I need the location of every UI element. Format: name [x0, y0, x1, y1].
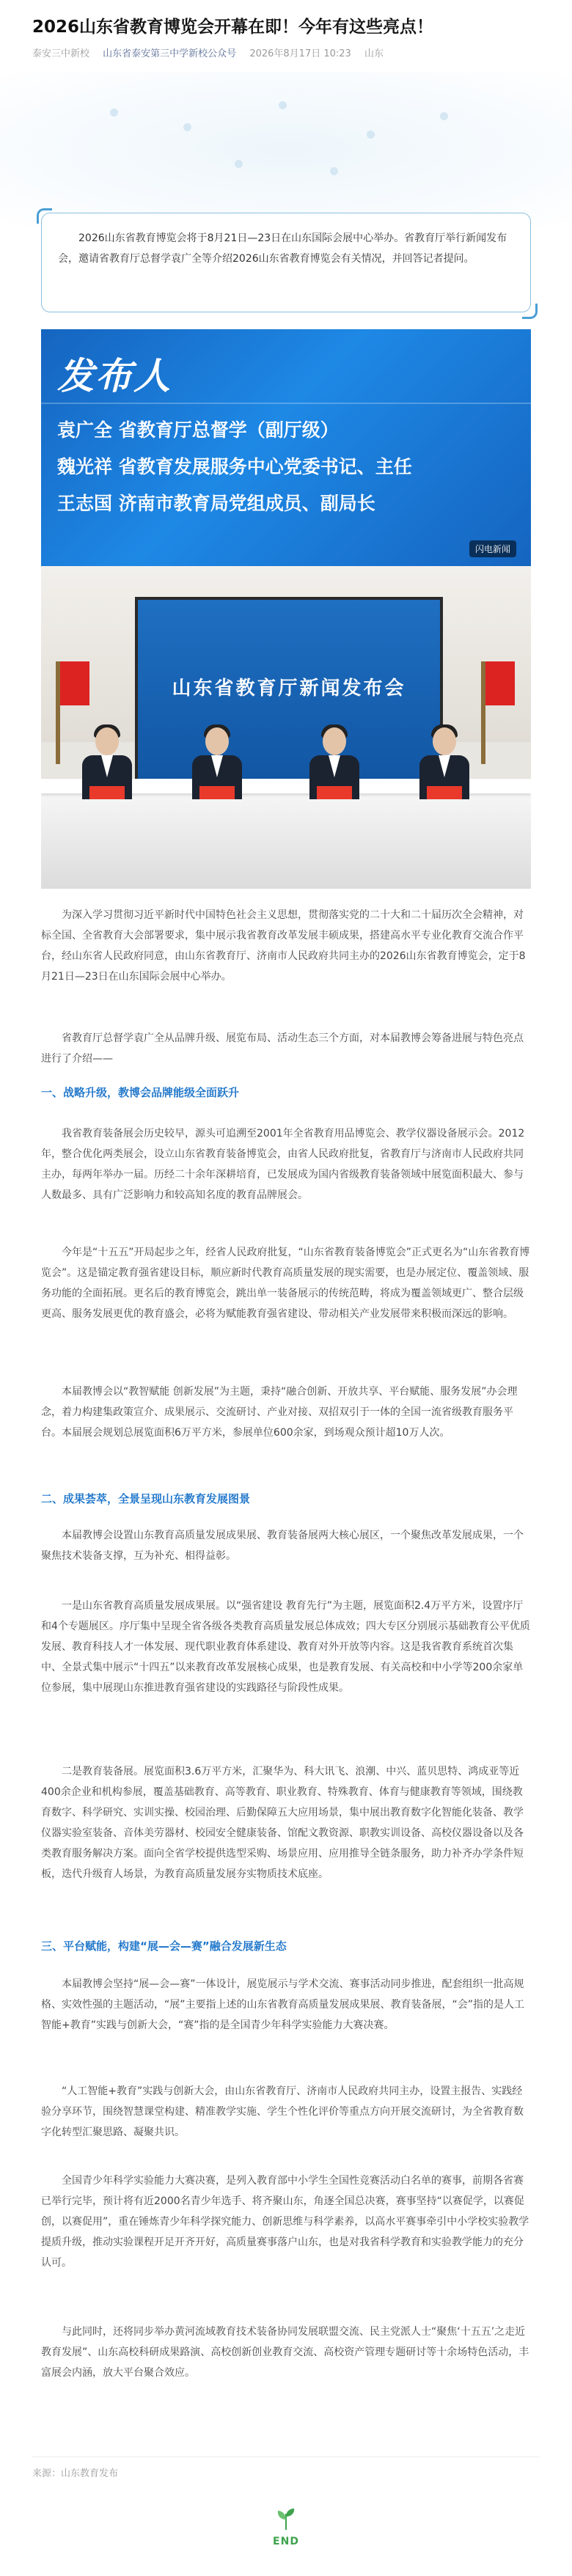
speaker-figure — [188, 727, 246, 793]
body-paragraph: “人工智能+教育”实践与创新大会，由山东省教育厅、济南市人民政府共同主办，设置主报告、实践经验分享环节，围绕智慧课堂构建、精准教学实施、学生个性化评价等重点方向开展交流研讨，为全省教育数字化转型汇聚思路、凝聚共识。 — [41, 2085, 524, 2138]
body-paragraph: 二是教育装备展。展览面积3.6万平方米，汇聚华为、科大讯飞、浪潮、中兴、蓝贝思特、鸿成亚等近400余企业和机构参展，覆盖基础教育、高等教育、职业教育、特殊教育、体育与健康教育等领域，围绕教育数字、科学研究、实训实操、校园治理、后勤保障五大应用场景，集中展出教育数字化智能化装备、教学仪器实验室装备、音体美劳器材、校园安全健康装备、馆配文教资源、职教实训设备、高校仪器设备以及各类教育服务解决方案。面向全省学校提供选型采购、场景应用、应用推导全链条服务，助力补齐办学条件短板，迭代升级育人场景，为教育高质量发展夯实物质技术底座。 — [41, 1766, 524, 1880]
nameplate — [427, 786, 462, 799]
banner-speaker-3: 王志国 济南市教育局党组成员、副局长 — [57, 493, 375, 514]
news-logo: 闪电新闻 — [469, 540, 516, 557]
speaker-figure — [305, 727, 364, 793]
meta-author: 泰安三中新校 — [32, 48, 90, 59]
body-paragraph: 为深入学习贯彻习近平新时代中国特色社会主义思想，贯彻落实党的二十大和二十届历次全会精神，对标全国、全省教育大会部署要求，集中展示我省教育改革发展丰硕成果，搭建高水平专业化教育交流合作平台，经山东省人民政府同意，由山东省教育厅、济南市人民政府共同主办的2026山东省教育博览会，定于8月21日—23日在山东国际会展中心举办。 — [41, 909, 526, 983]
banner-speaker-2: 魏光祥 省教育发展服务中心党委书记、主任 — [57, 456, 412, 477]
body-paragraph: 今年是“十五五”开局起步之年，经省人民政府批复，“山东省教育装备博览会”正式更名为“山东省教育博览会”。这是锚定教育强省建设目标，顺应新时代教育高质量发展的现实需要，也是办展定位、覆盖领域、服务功能的全面拓展。更名后的教育博览会，跳出单一装备展示的传统范畴，将成为覆盖领域更广、整合层级更高、服务发展更优的教育盛会，必将为赋能教育强省建设、带动相关产业发展带来积极而深远的影响。 — [41, 1247, 530, 1320]
body-paragraph: 一是山东省教育高质量发展成果展。以“强省建设 教育先行”为主题，展览面积2.4万平方米，设置序厅和4个专题展区。序厅集中呈现全省各级各类教育高质量发展总体成效；四大专区分别展示基础教育公平优质发展、教育科技人才一体发展、现代职业教育体系建设、教育对外开放等内容。这是我省教育系统首次集中、全景式集中展示“十四五”以来教育改革发展核心成果，也是教育发展、有关高校和中小学等200余家单位参展，集中展现山东推进教育强省建设的实践路径与阶段性成果。 — [41, 1600, 530, 1694]
intro-callout — [41, 213, 531, 312]
body-paragraph: 本届教博会坚持“展—会—赛”一体设计，展览展示与学术交流、赛事活动同步推进，配套组织一批高规格、实效性强的主题活动，“展”主要指上述的山东省教育高质量发展成果展、教育装备展，“会”指的是人工智能+教育”实践与创新大会，“赛”指的是全国青少年科学实验能力大赛决赛。 — [41, 1978, 525, 2031]
decor-dot — [330, 167, 338, 175]
end-marker — [0, 2508, 572, 2566]
banner-heading: 发布人 — [57, 355, 172, 397]
callout-corner — [37, 208, 52, 224]
intro-callout-text: 2026山东省教育博览会将于8月21日—23日在山东国际会展中心举办。省教育厅举行新闻发布会，邀请省教育厅总督学袁广全等介绍2026山东省教育博览会有关情况，并回答记者提问。 — [58, 232, 507, 265]
body-paragraph: 与此同时，还将同步举办黄河流域教育技术装备协同发展联盟交流、民主党派人士“聚焦‘十五五’之走近教育发展”、山东高校科研成果路演、高校创新创业教育交流、高校资产管理专题研讨等十余场特色活动，丰富展会内涵，放大平台聚合效应。 — [41, 2326, 529, 2379]
divider — [32, 2456, 540, 2457]
banner-stripe — [41, 403, 531, 404]
body-paragraph: 本届教博会以“教智赋能 创新发展”为主题，秉持“融合创新、开放共享、平台赋能、服务发展”办会理念，着力构建集政策宣介、成果展示、交流研讨、产业对接、双招双引于一体的全国一流省级教育服务平台。本届展会规划总展览面积6万平方米，参展单位600余家，到场观众预计超10万人次。 — [41, 1386, 518, 1439]
decor-dot — [367, 131, 375, 139]
speaker-figure — [415, 727, 474, 793]
section-heading-3: 三、平台赋能，构建“展—会—赛”融合发展新生态 — [41, 1940, 287, 1953]
nameplate — [199, 786, 235, 799]
decor-dot — [440, 112, 448, 120]
body-paragraph: 本届教博会设置山东教育高质量发展成果展、教育装备展两大核心展区，一个聚焦改革发展成果，一个聚焦技术装备支撑，互为补充、相得益彰。 — [41, 1530, 524, 1562]
nameplate — [89, 786, 125, 799]
flag-icon — [60, 661, 89, 705]
banner-speaker-1: 袁广全 省教育厅总督学（副厅级） — [57, 419, 339, 441]
article-title: 2026山东省教育博览会开幕在即！今年有这些亮点！ — [32, 18, 434, 37]
body-paragraph: 全国青少年科学实验能力大赛决赛，是列入教育部中小学生全国性竞赛活动白名单的赛事，前期各省赛已举行完毕，预计将有近2000名青少年选手、将齐聚山东，角逐全国总决赛，赛事坚持“以赛促学，以赛促创，以赛促用”，重在锤炼青少年科学探究能力、创新思维与科学素养，以高水平赛事牵引中小学校实验教学提质升级，推动实验课程开足开齐开好，高质量赛事落户山东，也是对我省科学教育和实验教学能力的充分认可。 — [41, 2175, 529, 2269]
backdrop-screen — [135, 597, 443, 786]
nameplate — [317, 786, 352, 799]
press-conference-photo — [41, 566, 531, 889]
meta-account-link[interactable]: 山东省泰安第三中学新校公众号 — [103, 48, 237, 59]
decor-dot — [183, 123, 191, 131]
speakers-banner — [41, 329, 531, 566]
callout-corner — [522, 304, 538, 319]
body-paragraph: 省教育厅总督学袁广全从品牌升级、展览布局、活动生态三个方面，对本届教博会筹备进展与特色亮点进行了介绍—— — [41, 1032, 524, 1065]
section-heading-2: 二、成果荟萃，全景呈现山东教育发展图景 — [41, 1492, 251, 1505]
body-paragraph: 我省教育装备展会历史较早，源头可追溯至2001年全省教育用品博览会、教学仪器设备展示会。2012年，整合优化两类展会，设立山东省教育装备博览会，由省人民政府批复，省教育厅与济南市人民政府共同主办，每两年举办一届。历经二十余年深耕培育，已发展成为国内省级教育装备领域中展览面积最大、参与人数最多、具有广泛影响力和较高知名度的教育品牌展会。 — [41, 1128, 525, 1201]
article-meta — [32, 45, 394, 59]
conference-desk — [41, 786, 531, 889]
end-label: END — [273, 2536, 299, 2547]
source-note: 来源：山东教育发布 — [32, 2468, 119, 2479]
decor-dot — [279, 101, 287, 109]
screen-caption: 山东省教育厅新闻发布会 — [172, 678, 406, 700]
decor-dot — [235, 160, 243, 168]
hero-background — [0, 72, 572, 226]
decor-dot — [110, 109, 118, 117]
meta-location: 山东 — [364, 48, 384, 59]
flag-icon — [485, 661, 515, 705]
leaf-icon — [274, 2508, 298, 2531]
speaker-figure — [78, 727, 136, 793]
meta-date: 2026年8月17日 10:23 — [249, 48, 351, 59]
section-heading-1: 一、战略升级，教博会品牌能级全面跃升 — [41, 1086, 240, 1099]
